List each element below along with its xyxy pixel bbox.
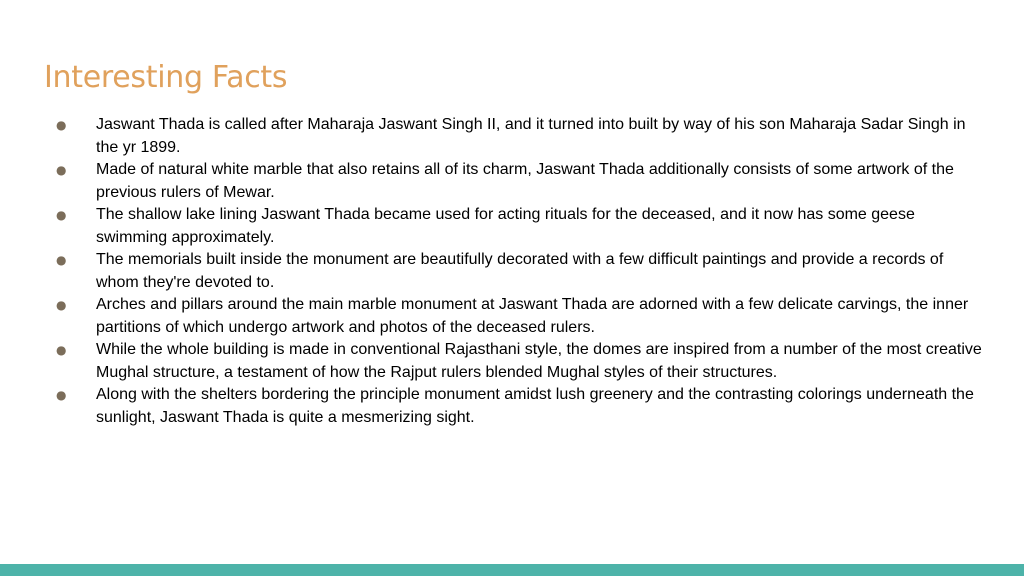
bullet-icon: ● [56, 208, 67, 222]
bullet-icon: ● [56, 163, 67, 177]
list-item [56, 384, 986, 429]
slide-title: Interesting Facts [44, 60, 288, 95]
bullet-icon: ● [56, 298, 67, 312]
fact-text: The shallow lake lining Jaswant Thada became used for acting rituals for the deceased, and it now has some geese swimming approximately. [96, 206, 915, 246]
bullet-icon: ● [56, 253, 67, 267]
fact-text: Along with the shelters bordering the principle monument amidst lush greenery and the contrasting colorings underneath the sunlight, Jaswant Thada is quite a mesmerizing sight. [96, 386, 974, 426]
fact-text: The memorials built inside the monument are beautifully decorated with a few difficult paintings and provide a records of whom they're devoted to. [96, 251, 944, 291]
fact-text: Arches and pillars around the main marble monument at Jaswant Thada are adorned with a few delicate carvings, the inner partitions of which undergo artwork and photos of the deceased rulers. [96, 296, 969, 336]
list-item [56, 339, 986, 384]
fact-text: Jaswant Thada is called after Maharaja Jaswant Singh II, and it turned into built by way of his son Maharaja Sadar Singh in the yr 1899. [96, 116, 966, 156]
list-item [56, 114, 986, 159]
bullet-icon: ● [56, 343, 67, 357]
fact-text: Made of natural white marble that also retains all of its charm, Jaswant Thada additionally consists of some artwork of the previous rulers of Mewar. [96, 161, 954, 201]
facts-list [56, 114, 986, 429]
bullet-icon: ● [56, 388, 67, 402]
list-item [56, 249, 986, 294]
bullet-icon: ● [56, 118, 67, 132]
list-item [56, 159, 986, 204]
list-item [56, 204, 986, 249]
fact-text: While the whole building is made in conventional Rajasthani style, the domes are inspired from a number of the most creative Mughal structure, a testament of how the Rajput rulers blended Mughal styles of their structures. [96, 341, 982, 381]
list-item [56, 294, 986, 339]
accent-bar [0, 564, 1024, 576]
